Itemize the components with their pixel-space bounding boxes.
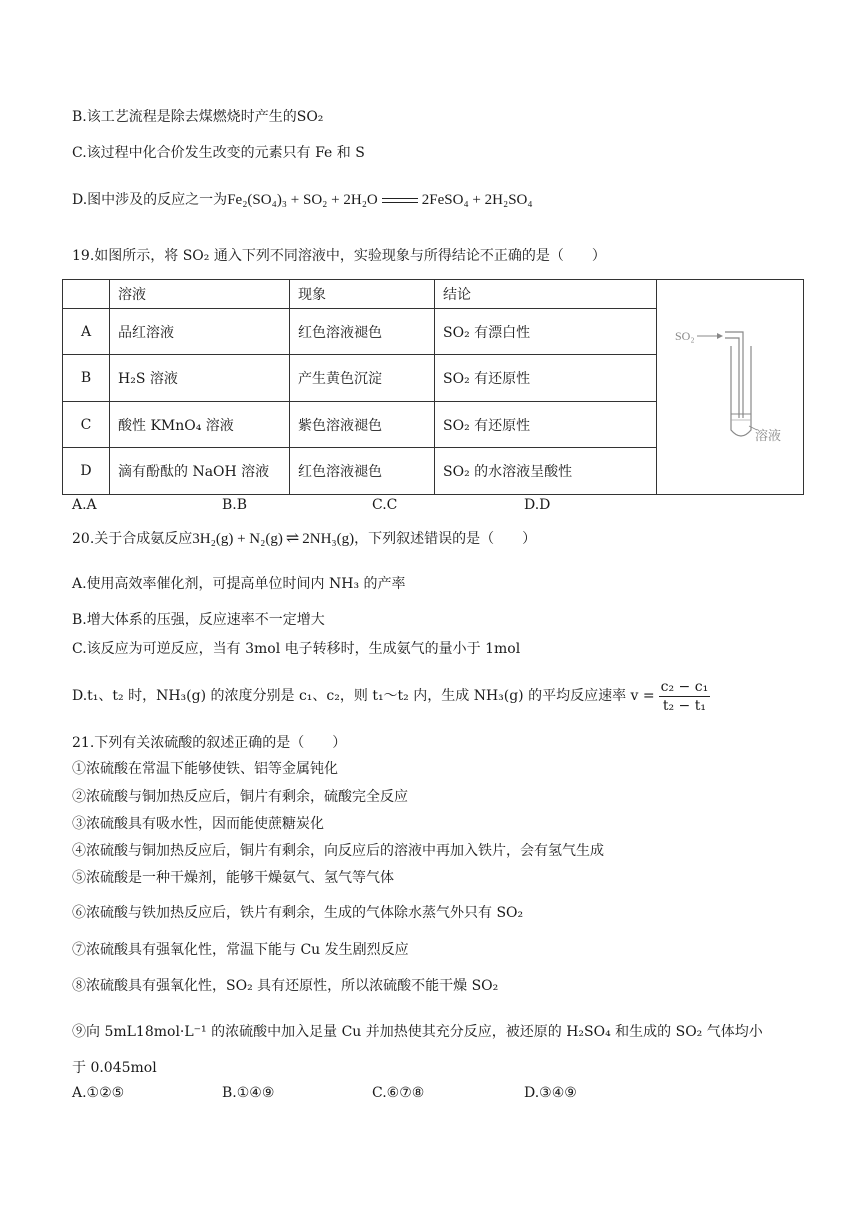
row-label: A (63, 308, 110, 355)
solution-cell: H₂S 溶液 (110, 355, 290, 402)
q21-option-c: C.⑥⑦⑧ (372, 1085, 425, 1101)
q20-stem (72, 528, 536, 549)
phenomenon-cell: 产生黄色沉淀 (290, 355, 435, 402)
q21-item: ⑨向 5mL18mol·L⁻¹ 的浓硫酸中加入足量 Cu 并加热使其充分反应，被还原的 H₂SO₄ 和生成的 SO₂ 气体均小 (72, 1024, 763, 1040)
q18-equation-right: 2FeSO₄ + 2H₂SO₄ (421, 192, 533, 208)
q18-option-c: C.该过程中化合价发生改变的元素只有 Fe 和 S (72, 145, 365, 161)
q19-option-c: C.C (372, 497, 398, 513)
q21-stem: 21.下列有关浓硫酸的叙述正确的是（ ） (72, 735, 347, 751)
q18-equation-left: Fe₂(SO₄)₃ + SO₂ + 2H₂O (227, 192, 378, 208)
phenomenon-cell: 红色溶液褪色 (290, 308, 435, 355)
fraction-denominator: t₂ − t₁ (662, 697, 706, 714)
table-header-row (63, 280, 804, 309)
row-label: C (63, 401, 110, 448)
q21-item: ⑤浓硫酸是一种干燥剂，能够干燥氨气、氢气等气体 (72, 870, 394, 886)
q19-stem: 19.如图所示，将 SO₂ 通入下列不同溶液中，实验现象与所得结论不正确的是（ ） (72, 248, 606, 264)
solution-cell: 滴有酚酞的 NaOH 溶液 (110, 448, 290, 495)
table-header-cell: 结论 (435, 280, 657, 309)
q21-item: ⑧浓硫酸具有强氧化性，SO₂ 具有还原性，所以浓硫酸不能干燥 SO₂ (72, 978, 499, 994)
q21-option-d: D.③④⑨ (524, 1085, 577, 1101)
q21-item: ②浓硫酸与铜加热反应后，铜片有剩余，硫酸完全反应 (72, 789, 408, 805)
q18-option-d-prefix: D.图中涉及的反应之一为 (72, 192, 228, 208)
conclusion-cell: SO₂ 有还原性 (435, 355, 657, 402)
q20-stem-prefix: 20.关于合成氨反应 (72, 531, 193, 547)
phenomenon-cell: 红色溶液褪色 (290, 448, 435, 495)
q19-table (62, 279, 804, 495)
q19-option-b: B.B (222, 497, 248, 513)
conclusion-cell: SO₂ 有还原性 (435, 401, 657, 448)
row-label: D (63, 448, 110, 495)
fraction-numerator: c₂ − c₁ (660, 678, 709, 695)
solution-cell: 品红溶液 (110, 308, 290, 355)
q21-item: ⑥浓硫酸与铁加热反应后，铁片有剩余，生成的气体除水蒸气外只有 SO₂ (72, 905, 524, 921)
q18-option-d (72, 190, 533, 210)
row-label: B (63, 355, 110, 402)
q20-equation-right: 2NH₃(g) (302, 531, 355, 547)
rate-fraction (659, 678, 711, 715)
table-header-cell (63, 280, 110, 309)
test-tube-figure (657, 280, 803, 490)
q20-option-a: A.使用高效率催化剂，可提高单位时间内 NH₃ 的产率 (72, 576, 406, 592)
table-header-cell: 现象 (290, 280, 435, 309)
q20-option-d-text: D.t₁、t₂ 时，NH₃(g) 的浓度分别是 c₁、c₂，则 t₁～t₂ 内，生成 NH₃(g) 的平均反应速率 v = (72, 688, 655, 704)
q21-item: ④浓硫酸与铜加热反应后，铜片有剩余，向反应后的溶液中再加入铁片，会有氢气生成 (72, 843, 604, 859)
q20-stem-suffix: ，下列叙述错误的是（ ） (354, 531, 537, 547)
q21-item: ①浓硫酸在常温下能够使铁、铝等金属钝化 (72, 761, 338, 777)
apparatus-figure-cell (657, 280, 804, 495)
q20-option-c: C.该反应为可逆反应，当有 3mol 电子转移时，生成氨气的量小于 1mol (72, 641, 521, 657)
test-tube-icon (731, 346, 751, 436)
arrow-head-icon (717, 333, 723, 339)
q20-option-b: B.增大体系的压强，反应速率不一定增大 (72, 612, 325, 628)
table-header-cell: 溶液 (110, 280, 290, 309)
q19-option-a: A.A (72, 497, 97, 513)
q19-option-d: D.D (524, 497, 551, 513)
reversible-arrow-icon: ⇌ (285, 528, 300, 547)
q21-item: ⑦浓硫酸具有强氧化性，常温下能与 Cu 发生剧烈反应 (72, 942, 409, 958)
q21-item: ③浓硫酸具有吸水性，因而能使蔗糖炭化 (72, 816, 324, 832)
q20-option-d (72, 676, 710, 716)
solution-cell: 酸性 KMnO₄ 溶液 (110, 401, 290, 448)
conclusion-cell: SO₂ 的水溶液呈酸性 (435, 448, 657, 495)
delivery-tube-icon (725, 332, 743, 418)
q21-item-continued: 于 0.045mol (72, 1060, 157, 1076)
q21-option-a: A.①②⑤ (72, 1085, 125, 1101)
q18-option-b: B.该工艺流程是除去煤燃烧时产生的SO₂ (72, 109, 324, 125)
gas-label: SO₂ (675, 329, 695, 343)
q20-equation-left: 3H₂(g) + N₂(g) (192, 531, 283, 547)
q21-option-b: B.①④⑨ (222, 1085, 275, 1101)
liquid-label: 溶液 (755, 429, 782, 444)
equals-sign-icon (382, 198, 418, 203)
conclusion-cell: SO₂ 有漂白性 (435, 308, 657, 355)
phenomenon-cell: 紫色溶液褪色 (290, 401, 435, 448)
